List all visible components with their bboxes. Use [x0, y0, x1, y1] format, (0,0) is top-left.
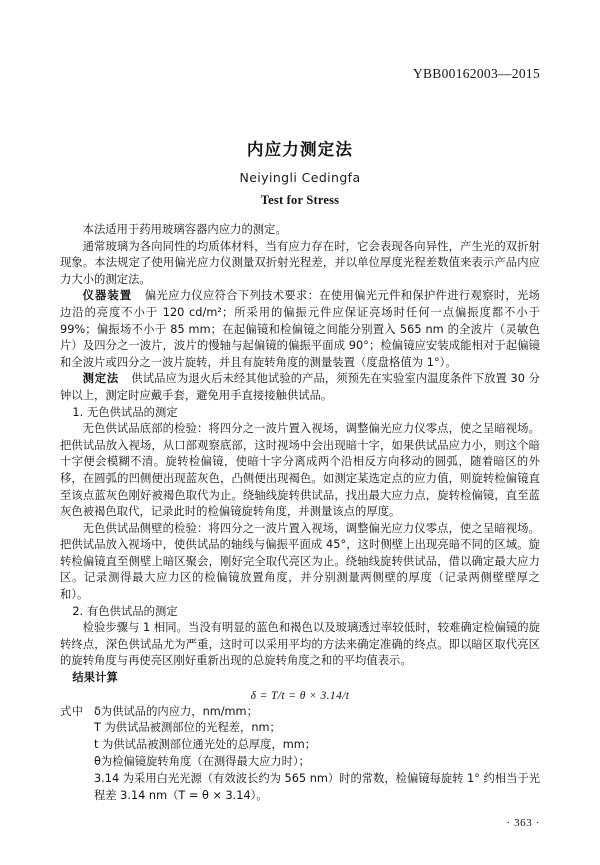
paragraph-apparatus-lead: 仪器装置	[82, 289, 133, 303]
where-first-row	[60, 704, 540, 721]
paragraph-scope: 本法适用于药用玻璃容器内应力的测定。	[82, 223, 287, 236]
where-symbol-delta: δ为供试品的内应力，nm/mm；	[94, 704, 258, 718]
where-constant-314: 3.14 为采用白光光源（有效波长约为 565 nm）时的常数，检偏镜每旋转 1° 约相当于光程差 3.14 nm（T = θ × 3.14）。	[94, 771, 540, 802]
where-symbol-theta: θ为检偏镜旋转角度（在测得最大应力时）；	[94, 755, 310, 769]
heading-colorless-sample: 1. 无色供试品的测定	[72, 405, 178, 419]
paragraph-principle: 通常玻璃为各向同性的均质体材料，当有应力存在时，它会表现各向异性，产生光的双折射现象。本法规定了使用偏光应力仪测量双折射光程差，并以单位厚度光程差数值来表示产品内应力大小的测定法。	[60, 239, 540, 286]
page-title-chinese: 内应力测定法	[246, 140, 354, 159]
paragraph-apparatus	[60, 288, 540, 371]
paragraph-colorless-bottom: 无色供试品底部的检验：将四分之一波片置入视场，调整偏光应力仪零点，使之呈暗视场。把供试品放入视场，从口部观察底部，这时视场中会出现暗十字，如果供试品应力小，则这个暗十字便会模糊不清。旋转检偏镜，使暗十字分离成两个沿相反方向移动的圆弧，随着暗区的外移，在圆弧的凹侧便出现蓝灰色，凸侧便出现褐色。如测定某选定点的应力值，则旋转检偏镜直至该点蓝灰色刚好被褐色取代为止。绕轴线旋转供试品，找出最大应力点，旋转检偏镜，直至蓝灰色被褐色取代，记录此时的检偏镜旋转角度，并测量该点的厚度。	[60, 422, 540, 519]
page-title-english: Test for Stress	[260, 193, 340, 208]
paragraph-method-text: 供试品应为退火后未经其他试验的产品，须预先在实验室内温度条件下放置 30 分钟以上，测定时应戴手套，避免用手直接接触供试品。	[60, 372, 540, 402]
footer-page-number: · 363 ·	[506, 817, 540, 829]
heading-result-calculation: 结果计算	[72, 671, 118, 685]
paragraph-colorless-sidewall: 无色供试品侧壁的检验：将四分之一波片置入视场，调整偏光应力仪零点，使之呈暗视场。把供试品放入视场中，使供试品的轴线与偏振平面成 45°，这时侧壁上出现亮暗不同的区域。旋转检偏镜直至侧壁上暗区聚会，刚好完全取代亮区为止。绕轴线旋转供试品，借以确定最大应力区。记录测得最大应力区的检偏镜放置角度，并分别测量两侧壁的厚度（记录两侧壁壁厚之和）。	[60, 521, 540, 602]
paragraph-apparatus-text: 偏光应力仪应符合下列技术要求：在使用偏光元件和保护件进行观察时，光场边沿的亮度不小于 120 cd/m²；所采用的偏振元件应保证亮场时任何一点偏振度都不小于 99%；偏振场不小于 85 mm；在起偏镜和检偏镜之间能分别置入 565 nm 的全波片（灵敏色片）及四分之一波片，波片的慢轴与起偏镜的偏振平面成 90°；检偏镜应安装成能相对于起偏镜和全波片或四分之一波片旋转，并且有旋转角度的测量装置（度盘格值为 1°）。	[60, 289, 540, 369]
paragraph-colored-procedure: 检验步骤与 1 相同。当没有明显的蓝色和褐色以及玻璃透过率较低时，较难确定检偏镜的旋转终点，深色供试品尤为严重，这时可以采用平均的方法来确定准确的终点。即以暗区取代亮区的旋转角度与再使亮区刚好重新出现的总旋转角度之和的平均值表示。	[60, 621, 540, 668]
paragraph-method	[60, 371, 540, 404]
where-symbol-t: t 为供试品被测部位通光处的总厚度，mm；	[94, 738, 317, 752]
document-body	[60, 222, 540, 804]
heading-colored-sample: 2. 有色供试品的测定	[72, 604, 178, 618]
where-label: 式中	[60, 704, 84, 718]
document-header-standard-code: YBB00162003—2015	[412, 66, 540, 81]
paragraph-method-lead: 测定法	[82, 372, 119, 386]
stress-formula: δ = T/t = θ × 3.14/t	[250, 689, 350, 702]
page-title-pinyin: Neiyingli Cedingfa	[239, 170, 361, 186]
formula-where-block	[60, 704, 540, 805]
where-symbol-T: T 为供试品被测部位的光程差，nm；	[94, 721, 281, 735]
title-block	[0, 138, 600, 208]
